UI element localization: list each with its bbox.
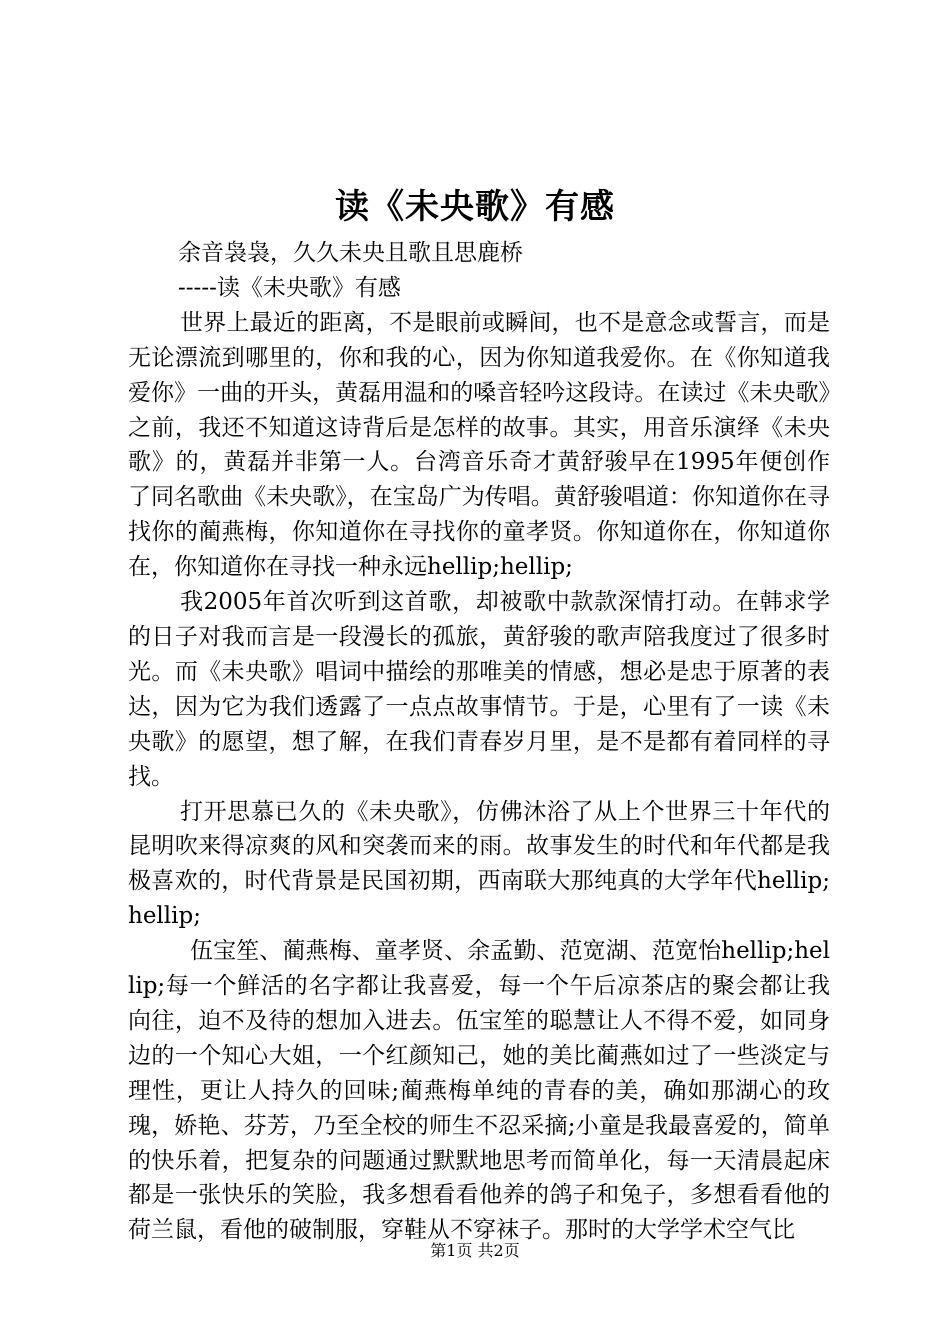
- paragraph-3: 打开思慕已久的《未央歌》，仿佛沐浴了从上个世界三十年代的昆明吹来得凉爽的风和突袭而来的雨。故事发生的时代和年代都是我极喜欢的，时代背景是民国初期，西南联大那纯真的大学年代hellip;hellip;: [128, 798, 830, 930]
- paragraph-2: 我2005年首次听到这首歌，却被歌中款款深情打动。在韩求学的日子对我而言是一段漫长的孤旅，黄舒骏的歌声陪我度过了很多时光。而《未央歌》唱词中描绘的那唯美的情感，想必是忠于原著的表达，因为它为我们透露了一点点故事情节。于是，心里有了一读《未央歌》的愿望，想了解，在我们青春岁月里，是不是都有着同样的寻找。: [128, 589, 830, 790]
- document-title: 读《未央歌》有感: [335, 187, 615, 227]
- page-footer: 第1页 共2页: [430, 1241, 520, 1260]
- subtitle-line-1: 余音袅袅，久久未央且歌且思鹿桥: [178, 240, 523, 266]
- paragraph-4: 伍宝笙、蔺燕梅、童孝贤、余孟勤、范宽湖、范宽怡hellip;hellip;每一个鲜活的名字都让我喜爱，每一个午后凉茶店的聚会都让我向往，迫不及待的想加入进去。伍宝笙的聪慧让人不得不爱，如同身边的一个知心大姐，一个红颜知己，她的美比蔺燕如过了一些淡定与理性，更让人持久的回味;蔺燕梅单纯的青春的美，确如那湖心的玫瑰，娇艳、芬芳，乃至全校的师生不忍采摘;小童是我最喜爱的，简单的快乐着，把复杂的问题通过默默地思考而简单化，每一天清晨起床都是一张快乐的笑脸，我多想看看他养的鸽子和兔子，多想看看他的荷兰鼠，看他的破制服，穿鞋从不穿袜子。那时的大学学术空气比: [128, 938, 830, 1244]
- paragraph-1: 世界上最近的距离，不是眼前或瞬间，也不是意念或誓言，而是无论漂流到哪里的，你和我的心，因为你知道我爱你。在《你知道我爱你》一曲的开头，黄磊用温和的嗓音轻吟这段诗。在读过《未央歌》之前，我还不知道这诗背后是怎样的故事。其实，用音乐演绎《未央歌》的，黄磊并非第一人。台湾音乐奇才黄舒骏早在1995年便创作了同名歌曲《未央歌》，在宝岛广为传唱。黄舒骏唱道：你知道你在寻找你的蔺燕梅，你知道你在寻找你的童孝贤。你知道你在，你知道你在，你知道你在寻找一种永远hellip;hellip;: [128, 309, 830, 581]
- document-body: [128, 236, 830, 1248]
- subtitle-line-2: -----读《未央歌》有感: [178, 274, 401, 301]
